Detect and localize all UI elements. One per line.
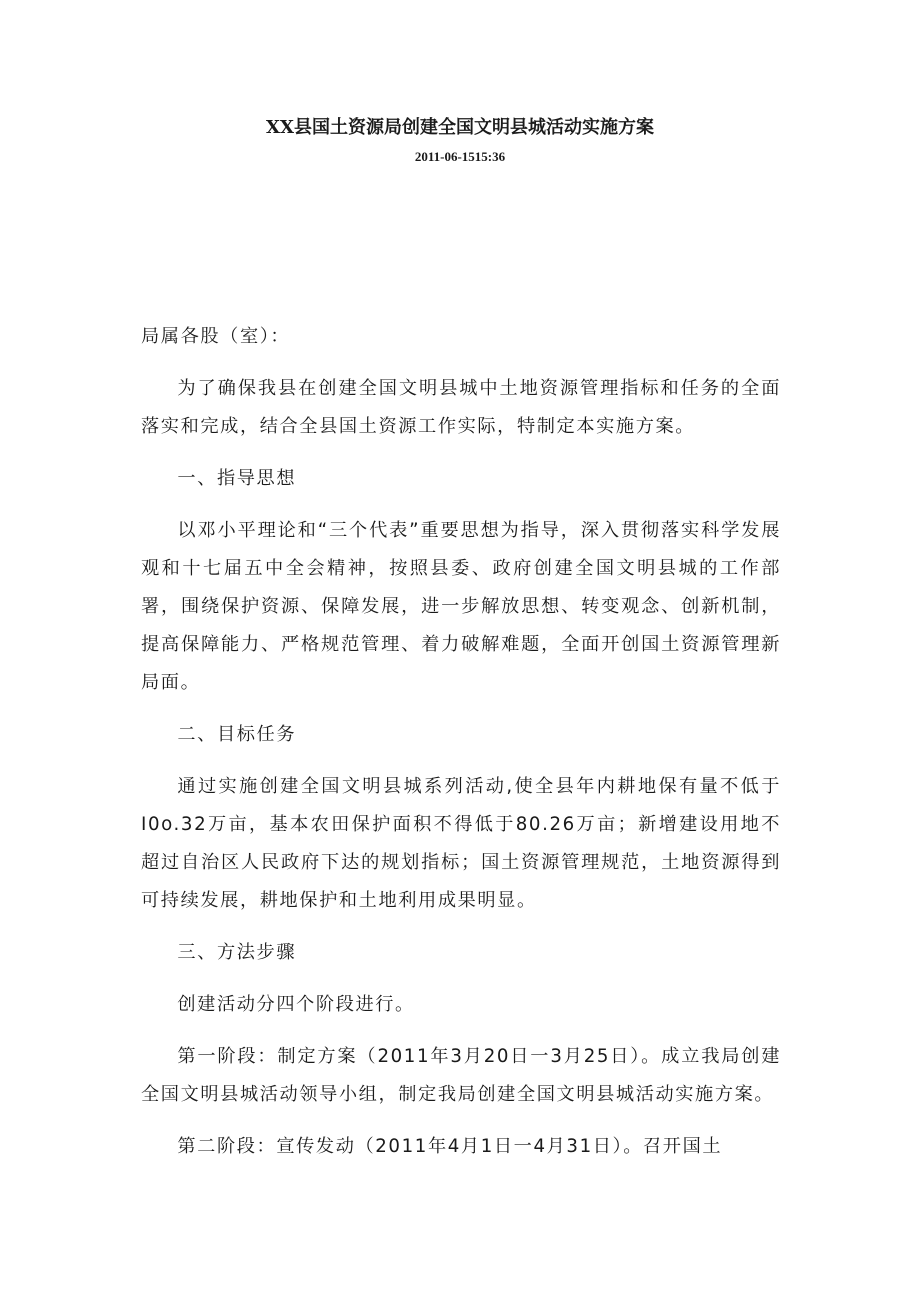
section-heading-guiding-ideology: 一、指导思想 bbox=[177, 468, 297, 489]
paragraph-intro: 为了确保我县在创建全国文明县城中土地资源管理指标和任务的全面落实和完成，结合全县国土资源工作实际，特制定本实施方案。 bbox=[141, 378, 781, 437]
document-date: 2011-06-1515:36 bbox=[414, 149, 506, 164]
document-title: XX县国土资源局创建全国文明县城活动实施方案 bbox=[266, 117, 654, 138]
document-body bbox=[141, 318, 781, 1166]
addressee: 局属各股（室）： bbox=[141, 326, 291, 347]
paragraph-targets: 通过实施创建全国文明县城系列活动,使全县年内耕地保有量不低于I0o.32万亩，基本农田保护面积不得低于80.26万亩；新增建设用地不超过自治区人民政府下达的规划指标；国土资源管理规范，土地资源得到可持续发展，耕地保护和土地利用成果明显。 bbox=[141, 776, 781, 911]
section-heading-targets: 二、目标任务 bbox=[177, 724, 297, 745]
paragraph-phase-one: 第一阶段：制定方案（2011年3月20日一3月25日）。成立我局创建全国文明县城活动领导小组，制定我局创建全国文明县城活动实施方案。 bbox=[141, 1046, 781, 1105]
section-heading-methods: 三、方法步骤 bbox=[177, 942, 297, 963]
paragraph-phase-two: 第二阶段：宣传发动（2011年4月1日一4月31日）。召开国土 bbox=[177, 1136, 723, 1157]
paragraph-phases-overview: 创建活动分四个阶段进行。 bbox=[177, 994, 415, 1015]
paragraph-guiding-ideology: 以邓小平理论和“三个代表”重要思想为指导，深入贯彻落实科学发展观和十七届五中全会精神，按照县委、政府创建全国文明县城的工作部署，围绕保护资源、保障发展，进一步解放思想、转变观念、创新机制，提高保障能力、严格规范管理、着力破解难题，全面开创国土资源管理新局面。 bbox=[141, 520, 781, 693]
